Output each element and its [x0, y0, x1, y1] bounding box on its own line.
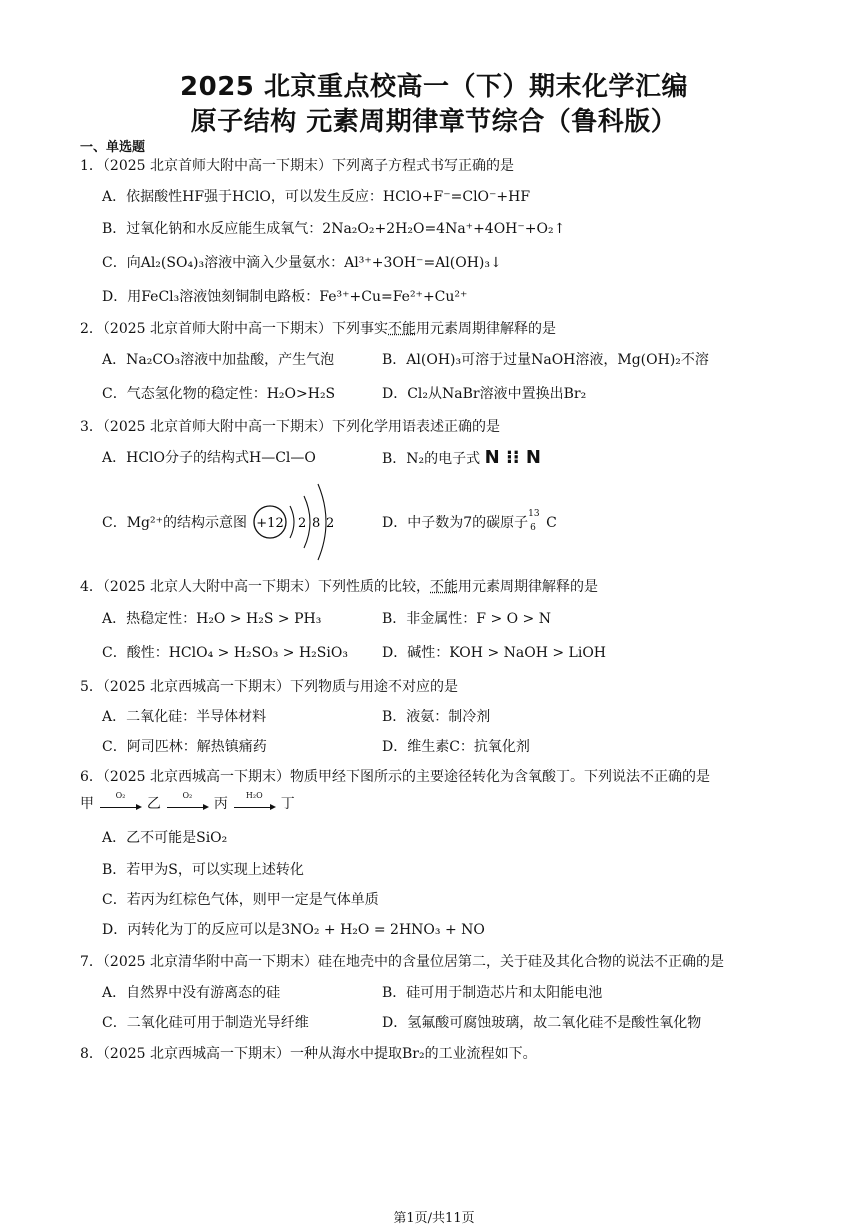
q2-option-c: C．气态氢化物的稳定性：H₂O>H₂S — [102, 386, 336, 402]
q5-option-b: B．液氨：制冷剂 — [382, 709, 491, 725]
q3-option-c: C．Mg²⁺的结构示意图 — [102, 515, 248, 531]
q6-option-a: A．乙不可能是SiO₂ — [102, 830, 228, 846]
shell-count-1: 2 — [298, 516, 307, 531]
q3-option-a: A．HClO分子的结构式H—Cl—O — [102, 450, 316, 466]
question-1: 1．（2025 北京首师大附中高一下期末）下列离子方程式书写正确的是 — [80, 158, 515, 174]
carbon-symbol: C — [546, 515, 557, 531]
chain-node-4: 丁 — [280, 796, 295, 812]
chain-arrow-1: O₂ — [100, 801, 140, 808]
q1-option-b: B．过氧化钠和水反应能生成氧气：2Na₂O₂+2H₂O=4Na⁺+4OH⁻+O₂↑ — [102, 221, 566, 237]
mg-ion-structure-diagram — [252, 478, 348, 566]
page-subtitle: 原子结构 元素周期律章节综合（鲁科版） — [190, 107, 678, 137]
q4-option-b: B．非金属性：F > O > N — [382, 611, 551, 627]
shell-count-3: 2 — [326, 516, 335, 531]
q5-option-c: C．阿司匹林：解热镇痛药 — [102, 739, 267, 755]
q5-option-d: D．维生素C：抗氧化剂 — [382, 739, 530, 755]
shell-arc-1 — [290, 506, 294, 538]
chain-node-3: 丙 — [213, 796, 228, 812]
chain-node-1: 甲 — [80, 796, 94, 812]
q5-option-a: A．二氧化硅：半导体材料 — [102, 709, 267, 725]
n2-electron-formula: N ⁝⁝ N — [484, 447, 541, 468]
q2-option-a: A．Na₂CO₃溶液中加盐酸，产生气泡 — [102, 352, 335, 368]
q6-option-c: C．若丙为红棕色气体，则甲一定是气体单质 — [102, 892, 379, 908]
nucleus-charge: +12 — [256, 516, 284, 531]
question-2: 2．（2025 北京首师大附中高一下期末）下列事实不能用元素周期律解释的是 — [80, 321, 557, 337]
carbon-atomic-number: 6 — [530, 523, 536, 533]
page-title: 2025 北京重点校高一（下）期末化学汇编 — [180, 72, 688, 102]
q7-option-b: B．硅可用于制造芯片和太阳能电池 — [382, 985, 603, 1001]
q1-option-a: A．依据酸性HF强于HClO，可以发生反应：HClO+F⁻=ClO⁻+HF — [102, 189, 531, 205]
q4-option-a: A．热稳定性：H₂O > H₂S > PH₃ — [102, 611, 322, 627]
q1-option-c: C．向Al₂(SO₄)₃溶液中滴入少量氨水：Al³⁺+3OH⁻=Al(OH)₃↓ — [102, 255, 502, 271]
carbon-mass-number: 13 — [528, 509, 540, 519]
q1-option-d: D．用FeCl₃溶液蚀刻铜制电路板：Fe³⁺+Cu=Fe²⁺+Cu²⁺ — [102, 289, 468, 305]
chain-node-2: 乙 — [146, 796, 161, 812]
section-heading: 一、单选题 — [80, 140, 146, 155]
question-4: 4．（2025 北京人大附中高一下期末）下列性质的比较，不能用元素周期律解释的是 — [80, 579, 599, 595]
question-7: 7．（2025 北京清华附中高一下期末）硅在地壳中的含量位居第二，关于硅及其化合物的说法不正确的是 — [80, 954, 725, 970]
q4-option-c: C．酸性：HClO₄ > H₂SO₃ > H₂SiO₃ — [102, 645, 348, 661]
q6-option-d: D．丙转化为丁的反应可以是3NO₂ + H₂O = 2HNO₃ + NO — [102, 922, 485, 938]
conversion-chain — [80, 790, 295, 813]
chain-arrow-3: H₂O — [234, 801, 274, 808]
q2-option-d: D．Cl₂从NaBr溶液中置换出Br₂ — [382, 386, 587, 402]
q7-option-c: C．二氧化硅可用于制造光导纤维 — [102, 1015, 309, 1031]
question-3: 3．（2025 北京首师大附中高一下期末）下列化学用语表述正确的是 — [80, 419, 501, 435]
q2-option-b: B．Al(OH)₃可溶于过量NaOH溶液，Mg(OH)₂不溶 — [382, 352, 709, 368]
q4-option-d: D．碱性：KOH > NaOH > LiOH — [382, 645, 606, 661]
question-6: 6．（2025 北京西城高一下期末）物质甲经下图所示的主要途径转化为含氧酸丁。下列说法不正确的是 — [80, 769, 711, 785]
q6-option-b: B．若甲为S，可以实现上述转化 — [102, 862, 304, 878]
shell-count-2: 8 — [312, 516, 321, 531]
q3-option-d: D．中子数为7的碳原子 13 6 C — [382, 509, 557, 533]
chain-arrow-2: O₂ — [167, 801, 207, 808]
question-5: 5．（2025 北京西城高一下期末）下列物质与用途不对应的是 — [80, 679, 459, 695]
page-number: 第1页/共11页 — [393, 1211, 475, 1226]
q3-option-b: B．N₂的电子式 N ⁝⁝ N — [382, 447, 541, 468]
q7-option-d: D．氢氟酸可腐蚀玻璃，故二氧化硅不是酸性氧化物 — [382, 1015, 702, 1031]
q7-option-a: A．自然界中没有游离态的硅 — [102, 985, 281, 1001]
question-8: 8．（2025 北京西城高一下期末）一种从海水中提取Br₂的工业流程如下。 — [80, 1046, 537, 1062]
